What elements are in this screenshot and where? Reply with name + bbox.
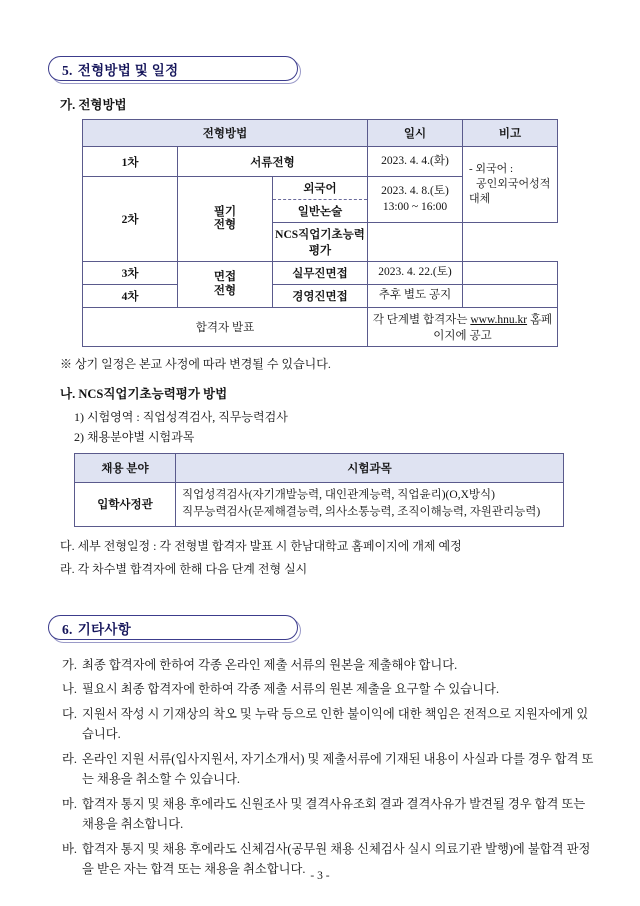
th-category: 채용 분야 [75,454,176,483]
table-row [83,262,558,285]
cell-announce-text [368,308,558,347]
list-item [62,705,594,745]
cell-subject-1: 서류전형 [178,147,368,177]
table-row [83,147,558,177]
subject-line-2: 직무능력검사(문제해결능력, 의사소통능력, 조직이해능력, 자원관리능력) [182,506,541,519]
th-remark: 비고 [463,120,558,147]
subsection-b-label: 나. NCS직업기초능력평가 방법 [60,387,228,401]
cell-remark-2 [463,147,558,223]
th-subjects: 시험과목 [176,454,564,483]
cell-date-1: 2023. 4. 4.(화) [368,147,463,177]
cell-subject-2b: 일반논술 [273,200,368,223]
announce-link[interactable]: www.hnu.kr [470,314,528,326]
th-date: 일시 [368,120,463,147]
cell-announce-label: 합격자 발표 [83,308,368,347]
table-header-row [83,120,558,147]
list-item-text: 최종 합격자에 한하여 각종 온라인 제출 서류의 원본을 제출해야 합니다. [82,657,458,672]
list-item-marker: 라. [62,752,77,767]
cell-kind-2: 필기 전형 [178,177,273,262]
table-row [83,285,558,308]
cell-stage-2: 2차 [83,177,178,262]
announce-post: 홈페이지에 공고 [433,314,553,342]
cell-date-2b [368,223,463,262]
subsection-b-item-2: 2) 채용분야별 시험과목 [74,430,195,444]
cell-subject-4: 경영진면접 [273,285,368,308]
cell-stage-3: 3차 [83,262,178,285]
list-item [62,750,594,790]
section-6-number: 6. [62,621,73,637]
list-item [62,656,594,676]
subsection-a-label: 가. 전형방법 [60,98,127,112]
announce-pre: 각 단계별 합격자는 [372,314,471,326]
list-item-marker: 마. [62,796,77,811]
cell-date-4: 추후 별도 공지 [368,285,463,308]
subsection-b-item-1: 1) 시험영역 : 직업성격검사, 직무능력검사 [74,410,288,424]
exam-subject-table [74,453,564,527]
cell-date-3: 2023. 4. 22.(토) [368,262,463,285]
table-header-row [75,454,564,483]
list-item-text: 필요시 최종 합격자에 한하여 각종 제출 서류의 원본 제출을 요구할 수 있습니다. [82,682,500,697]
cell-subject-2c: NCS직업기초능력평가 [273,223,368,262]
section-5-number: 5. [62,63,73,78]
list-item-marker: 다. [62,707,77,722]
section-6-label [62,618,131,638]
subsection-d-label: 라. 각 차수별 합격자에 한해 다음 단계 전형 실시 [60,561,308,576]
cell-subjects [176,483,564,527]
list-item-text: 지원서 작성 시 기재상의 착오 및 누락 등으로 인한 불이익에 대한 책임은 전적으로 지원자에게 있습니다. [82,707,589,742]
cell-remark-3 [463,262,558,285]
list-item-marker: 나. [62,682,77,697]
cell-subject-2a: 외국어 [273,177,368,200]
other-matters-list [62,656,594,880]
cell-kind-3: 면접 전형 [178,262,273,308]
remark-line-2: 공인외국어성적 대체 [469,178,551,205]
list-item-text: 온라인 지원 서류(입사지원서, 자기소개서) 및 제출서류에 기재된 내용이 사실과 다를 경우 합격 또는 채용을 취소할 수 있습니다. [82,752,594,787]
section-heading-5 [48,56,300,83]
subsection-c-label: 다. 세부 전형일정 : 각 전형별 합격자 발표 시 한남대학교 홈페이지에 개제 예정 [60,538,462,553]
section-5-label [62,59,178,79]
table-row [75,483,564,527]
section-heading-6 [48,615,300,642]
section-5-title: 전형방법 및 일정 [77,63,179,78]
schedule-note: ※ 상기 일정은 본교 사정에 따라 변경될 수 있습니다. [60,357,331,371]
page-number: - 3 - [310,870,330,882]
th-method: 전형방법 [83,120,368,147]
list-item-text: 합격자 통지 및 채용 후에라도 신원조사 및 결격사유조회 결과 결격사유가 발견될 경우 합격 또는 채용을 취소합니다. [82,796,586,831]
cell-subject-3: 실무진면접 [273,262,368,285]
list-item [62,795,594,835]
selection-method-table [82,119,558,347]
list-item [62,680,594,700]
cell-remark-4 [463,285,558,308]
section-6-title: 기타사항 [77,621,132,637]
cell-stage-1: 1차 [83,147,178,177]
cell-date-2: 2023. 4. 8.(토) 13:00 ~ 16:00 [368,177,463,223]
list-item-marker: 가. [62,657,77,672]
remark-line-1: - 외국어 : [469,163,514,176]
cell-category: 입학사정관 [75,483,176,527]
list-item-text: 합격자 통지 및 채용 후에라도 신체검사(공무원 채용 신체검사 실시 의료기관 발행)에 불합격 판정을 받은 자는 합격 또는 채용을 취소합니다. [82,841,591,876]
subject-line-1: 직업성격검사(자기개발능력, 대인관계능력, 직업윤리)(O,X방식) [182,489,495,501]
cell-stage-4: 4차 [83,285,178,308]
list-item-marker: 바. [62,841,77,856]
table-row-announcement [83,308,558,347]
